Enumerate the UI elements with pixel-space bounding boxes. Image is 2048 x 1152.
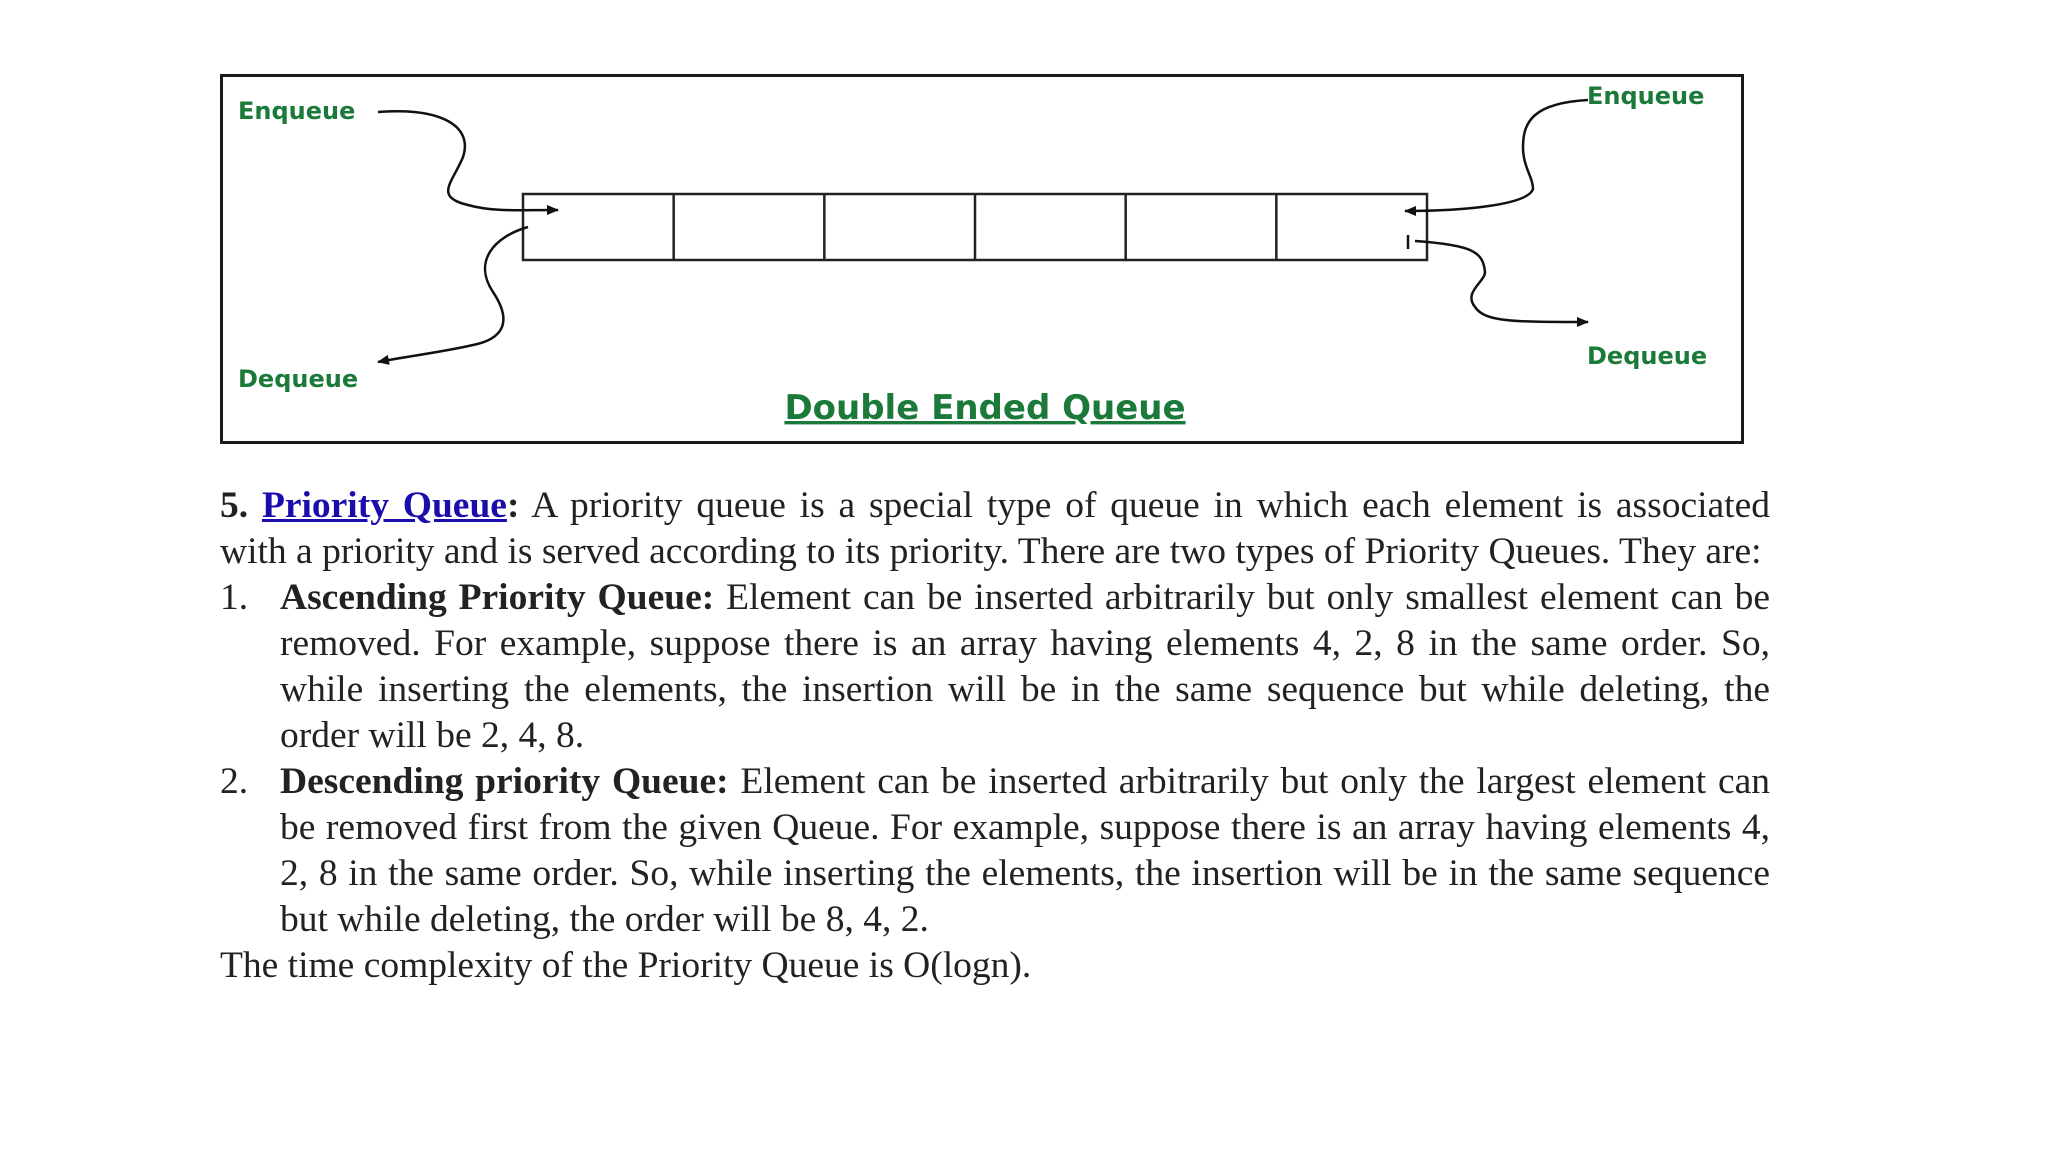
priority-queue-link[interactable]: Priority Queue — [261, 485, 507, 526]
item-text: Element can be inserted arbitrarily but only smallest element can be removed. For example, suppose there is an array having elements 4, 2, 8 in the same order. So, while inserting the elements, the insertion will be in the same sequence but while deleting, the order will be 2, 4, 8. — [280, 577, 1770, 756]
deque-diagram — [220, 74, 1744, 444]
deque-diagram-svg — [223, 77, 1741, 441]
section-number: 5. — [220, 485, 249, 526]
item-title: Ascending Priority Queue: — [280, 577, 715, 618]
intro-paragraph — [220, 483, 1770, 575]
dequeue-right-label: Dequeue — [1587, 342, 1708, 370]
list-item — [220, 575, 1770, 759]
item-title: Descending priority Queue: — [280, 761, 729, 802]
list-item — [220, 759, 1770, 943]
priority-queue-section — [220, 483, 1770, 989]
closing-sentence: The time complexity of the Priority Queue is O(logn). — [220, 945, 1032, 986]
heading-colon: : — [506, 485, 520, 526]
dequeue-left-arrow — [378, 227, 528, 362]
enqueue-right-arrow — [1405, 100, 1588, 211]
dequeue-right-arrow — [1415, 241, 1588, 322]
item-number: 1. — [220, 577, 249, 618]
intro-text: A priority queue is a special type of queue in which each element is associated with a priority and is served according to its priority. There are two types of Priority Queues. They are: — [220, 485, 1770, 572]
enqueue-right-label: Enqueue — [1587, 82, 1705, 110]
priority-queue-types-list — [220, 575, 1770, 943]
enqueue-left-label: Enqueue — [238, 97, 356, 125]
diagram-title: Double Ended Queue — [784, 388, 1186, 428]
item-text: Element can be inserted arbitrarily but only the largest element can be removed first from the given Queue. For example, suppose there is an array having elements 4, 2, 8 in the same order. So, while inserting the elements, the insertion will be in the same sequence but while deleting, the order will be 8, 4, 2. — [280, 761, 1770, 940]
queue-array — [523, 194, 1427, 260]
dequeue-left-label: Dequeue — [238, 365, 359, 393]
enqueue-left-arrow — [378, 111, 558, 210]
item-number: 2. — [220, 761, 249, 802]
